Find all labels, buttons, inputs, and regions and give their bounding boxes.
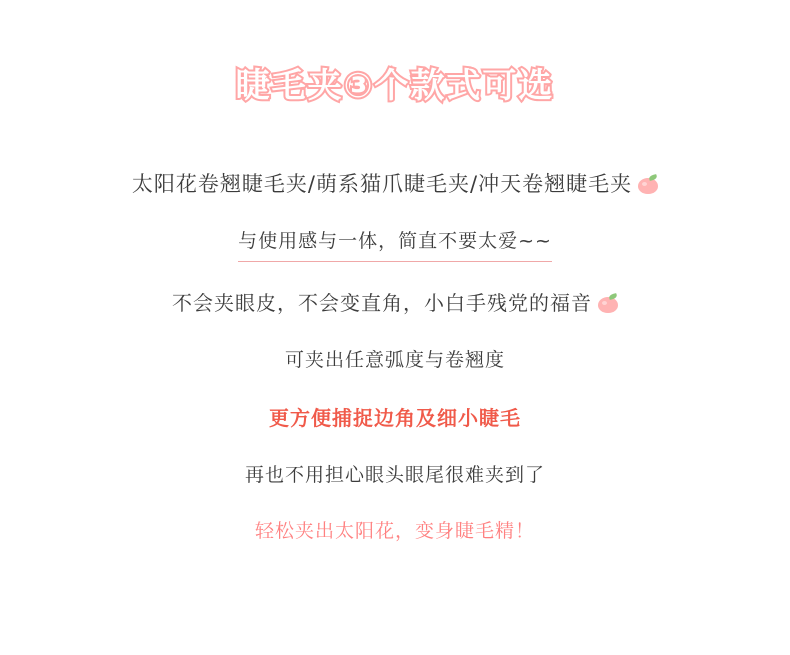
description-line-1-text: 太阳花卷翘睫毛夹/萌系猫爪睫毛夹/冲天卷翘睫毛夹 bbox=[131, 172, 633, 196]
peach-icon bbox=[638, 175, 658, 194]
description-line-4: 可夹出任意弧度与卷翘度 bbox=[284, 349, 505, 371]
description-line-5: 更方便捕捉边角及细小睫毛 bbox=[269, 405, 521, 430]
description-line-3 bbox=[0, 288, 790, 318]
description-line-2-container bbox=[0, 227, 790, 289]
description-line-7: 轻松夹出太阳花，变身睫毛精！ bbox=[254, 520, 535, 542]
description-line-1 bbox=[0, 169, 790, 201]
page-title: 睫毛夹③个款式可选 bbox=[235, 66, 555, 106]
page-title-container bbox=[0, 0, 790, 107]
description-line-3-text: 不会夹眼皮，不会变直角，小白手残党的福音 bbox=[172, 291, 592, 315]
description-line-2: 与使用感与一体，简直不要太爱~~ bbox=[238, 227, 552, 263]
description-body bbox=[0, 169, 790, 546]
peach-icon bbox=[598, 294, 618, 313]
description-line-6: 再也不用担心眼头眼尾很难夹到了 bbox=[244, 463, 545, 486]
